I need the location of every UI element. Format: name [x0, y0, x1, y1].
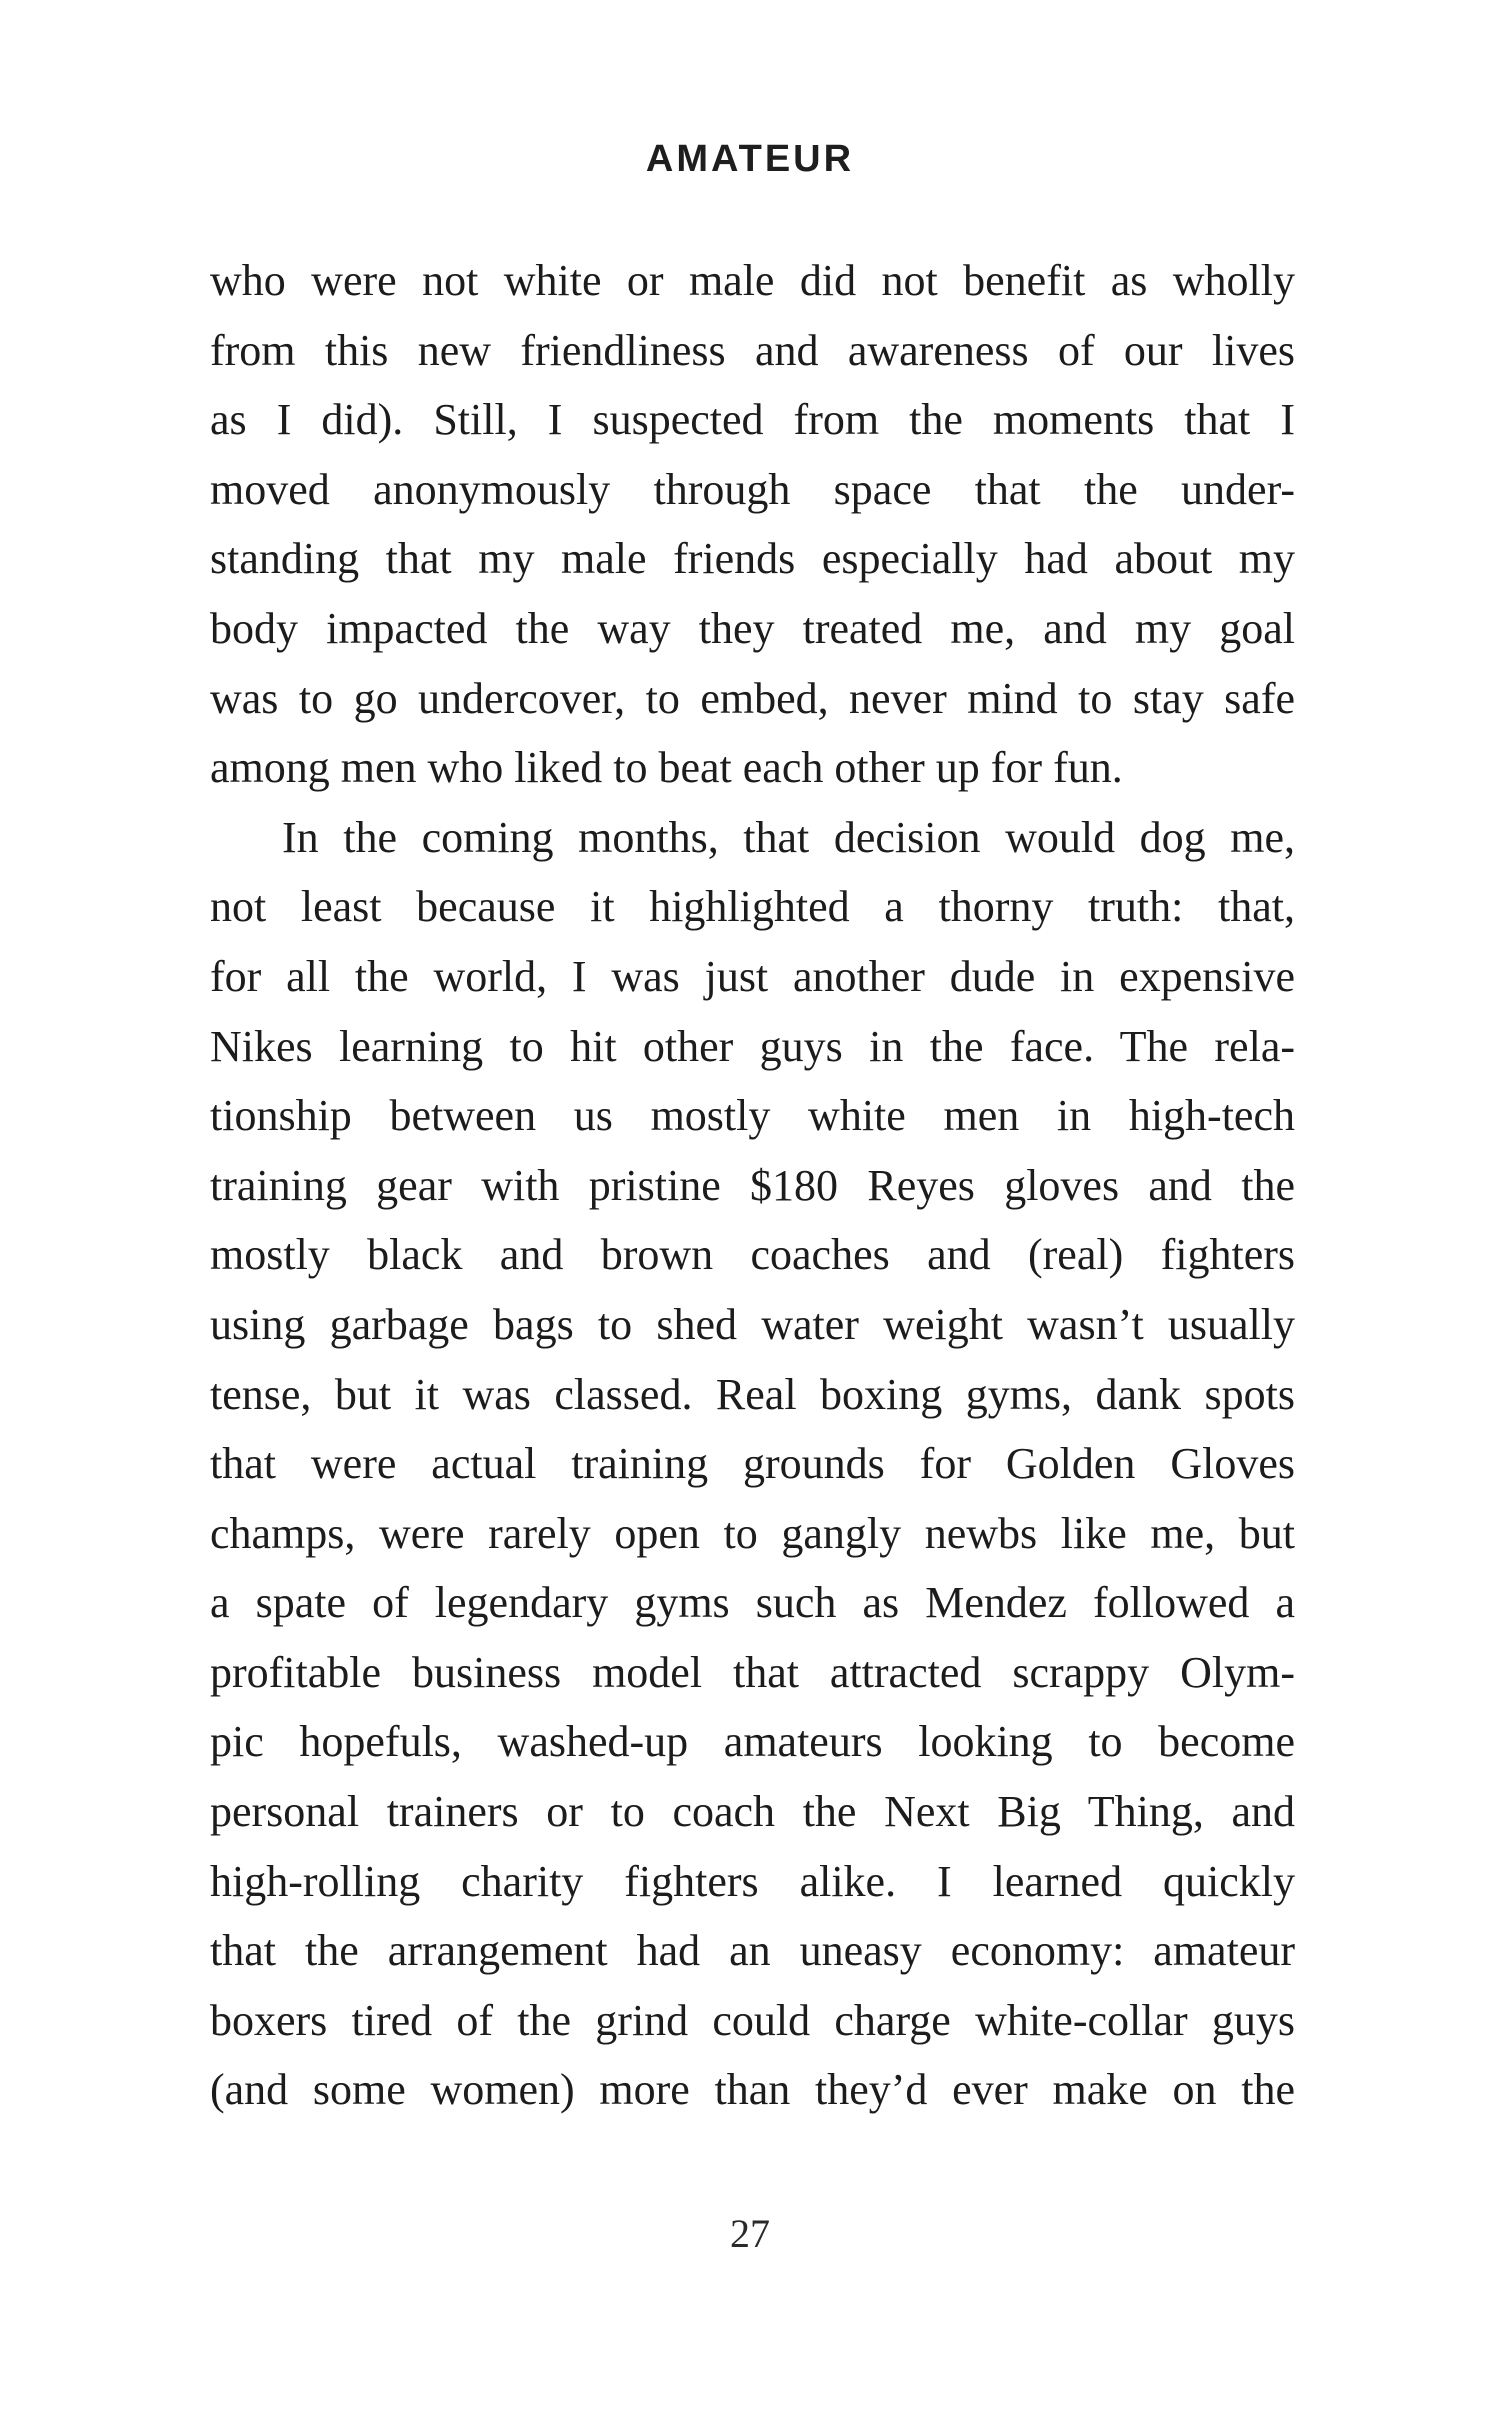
text-line: as I did). Still, I suspected from the moments that I [210, 395, 1295, 445]
text-line: who were not white or male did not benefit as wholly [210, 256, 1295, 305]
text-line: that were actual training grounds for Golden Gloves [210, 1439, 1295, 1489]
text-line: profitable business model that attracted scrappy Olym- [210, 1647, 1295, 1697]
text-line: a spate of legendary gyms such as Mendez followed a [210, 1578, 1295, 1628]
text-line: from this new friendliness and awareness of our lives [210, 325, 1295, 375]
text-line: high-rolling charity fighters alike. I learned quickly [210, 1856, 1295, 1906]
text-line: moved anonymously through space that the under- [210, 464, 1295, 514]
text-line: personal trainers or to coach the Next Big Thing, and [210, 1787, 1295, 1837]
text-line: tense, but it was classed. Real boxing gyms, dank spots [210, 1369, 1295, 1419]
text-line: Nikes learning to hit other guys in the face. The rela- [210, 1021, 1295, 1071]
text-line: body impacted the way they treated me, and my goal [210, 603, 1295, 653]
text-line: standing that my male friends especially had about my [210, 534, 1295, 584]
running-head: AMATEUR [645, 138, 855, 180]
text-line: not least because it highlighted a thorny truth: that, [210, 882, 1295, 932]
text-line: tionship between us mostly white men in high-tech [210, 1091, 1295, 1141]
text-line: boxers tired of the grind could charge white-collar guys [210, 1995, 1295, 2045]
page-number: 27 [730, 2211, 770, 2256]
text-line: training gear with pristine $180 Reyes gloves and the [210, 1160, 1295, 1210]
text-line: was to go undercover, to embed, never mind to stay safe [210, 673, 1295, 723]
text-line: mostly black and brown coaches and (real) fighters [210, 1230, 1295, 1280]
text-line: champs, were rarely open to gangly newbs like me, but [210, 1508, 1295, 1558]
body-text [210, 246, 1295, 2125]
text-line: for all the world, I was just another dude in expensive [210, 951, 1295, 1001]
text-line: that the arrangement had an uneasy economy: amateur [210, 1926, 1295, 1976]
text-line: (and some women) more than they’d ever make on the [210, 2065, 1295, 2115]
paragraph-last-line: among men who liked to beat each other up for fun. [210, 743, 1123, 793]
text-line: using garbage bags to shed water weight wasn’t usually [210, 1299, 1295, 1349]
text-line: pic hopefuls, washed-up amateurs looking to become [210, 1717, 1295, 1767]
paragraph-first-line: In the coming months, that decision would dog me, [282, 812, 1295, 862]
